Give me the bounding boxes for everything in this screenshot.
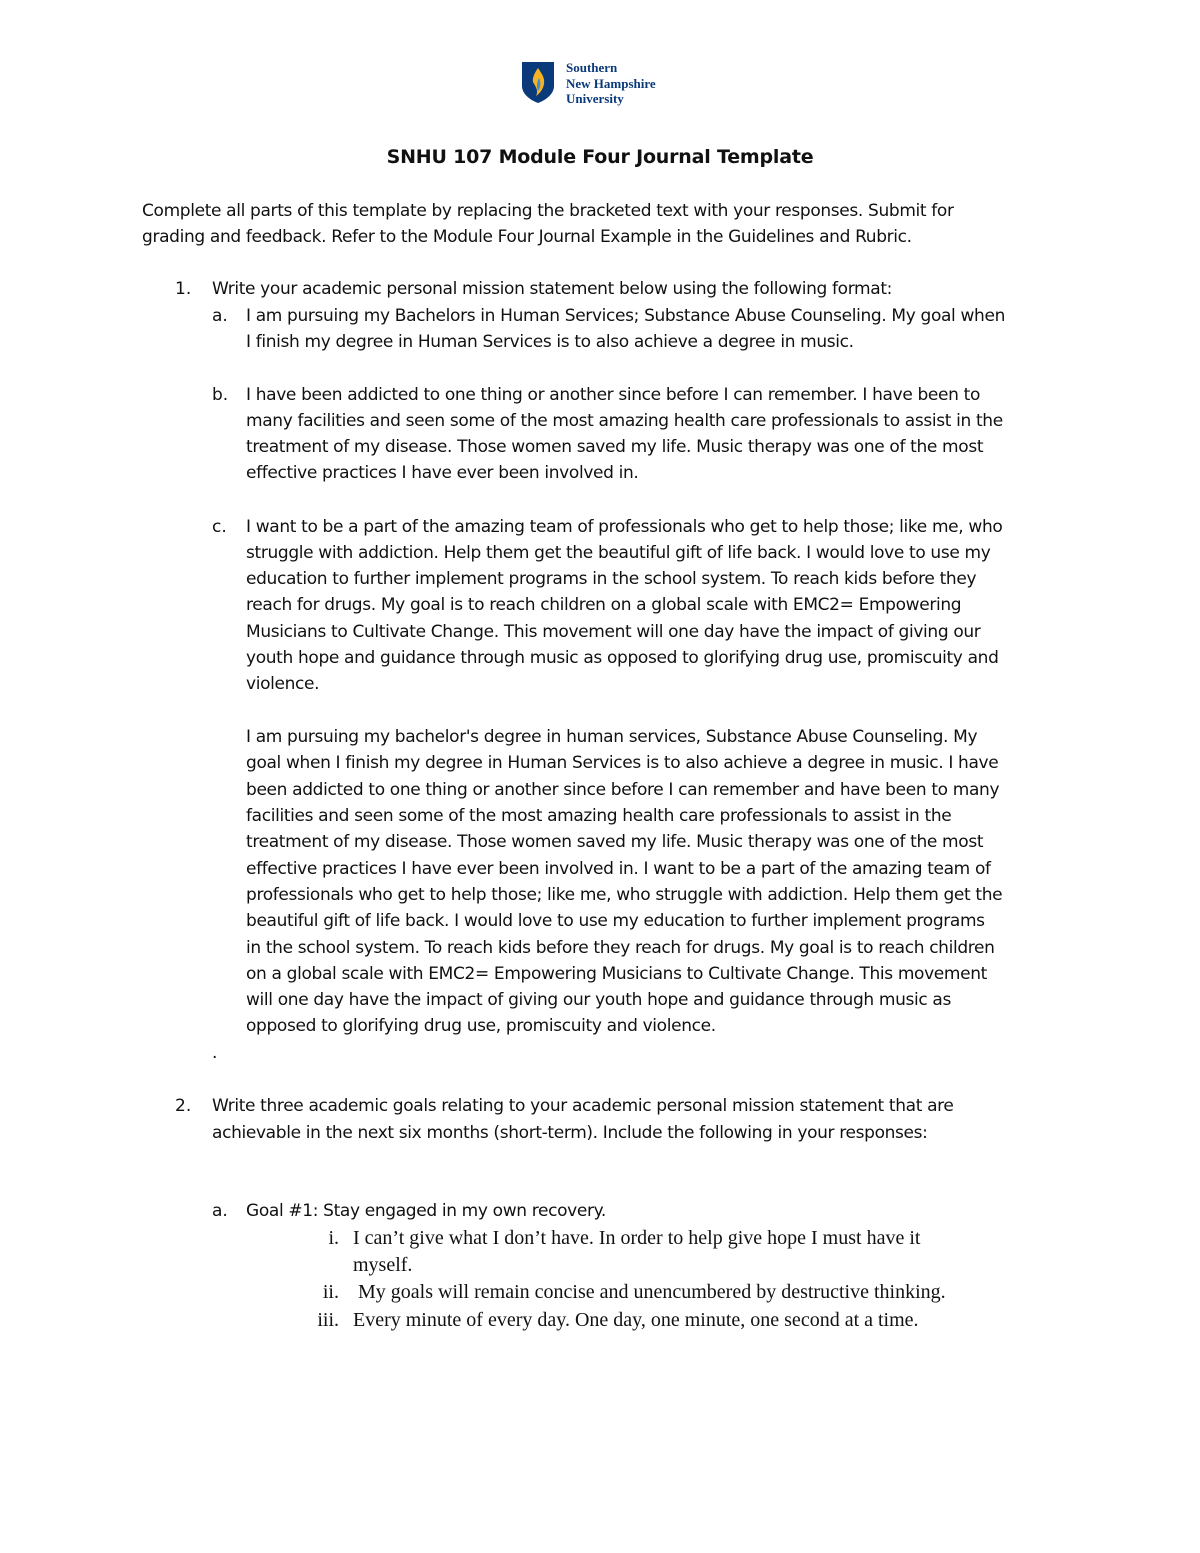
goal-item-line: My goals will remain concise and unencumbered by destructive thinking. (353, 1281, 946, 1303)
q2-number: 2. (175, 1096, 192, 1116)
logo-line-1: Southern (566, 60, 618, 75)
goal-item-marker: ii. (322, 1281, 339, 1303)
q2a-marker: a. (212, 1201, 228, 1221)
q1b-line: effective practices I have ever been involved in. (246, 463, 639, 483)
q1a-line: I am pursuing my Bachelors in Human Services; Substance Abuse Counseling. My goal when (246, 306, 1005, 326)
goal-item-marker: i. (328, 1227, 339, 1249)
q1-prompt: Write your academic personal mission statement below using the following format: (212, 279, 893, 299)
q1-number: 1. (175, 279, 192, 299)
combined-line: on a global scale with EMC2= Empowering Musicians to Cultivate Change. This movement (246, 964, 987, 984)
q1c-line: I want to be a part of the amazing team of professionals who get to help those; like me, who (246, 517, 1003, 537)
q2-prompt-line: achievable in the next six months (short-term). Include the following in your responses: (212, 1123, 928, 1143)
goal-item-line: myself. (353, 1254, 413, 1276)
q1c-line: youth hope and guidance through music as opposed to glorifying drug use, promiscuity and (246, 648, 999, 668)
q1c-line: violence. (246, 674, 320, 694)
q1b-line: many facilities and seen some of the most amazing health care professionals to assist in the (246, 411, 1003, 431)
snhu-logo (520, 60, 690, 108)
combined-line: goal when I finish my degree in Human Services is to also achieve a degree in music. I have (246, 753, 999, 773)
combined-line: in the school system. To reach kids before they reach for drugs. My goal is to reach children (246, 938, 995, 958)
combined-line: will one day have the impact of giving our youth hope and guidance through music as (246, 990, 952, 1010)
q2-prompt-line: Write three academic goals relating to your academic personal mission statement that are (212, 1096, 954, 1116)
q1b-marker: b. (212, 385, 229, 405)
goal-1-label: Goal #1: Stay engaged in my own recovery. (246, 1201, 606, 1221)
combined-line: been addicted to one thing or another since before I can remember and have been to many (246, 780, 1000, 800)
page-title: SNHU 107 Module Four Journal Template (386, 146, 814, 168)
combined-line: professionals who get to help those; like me, who struggle with addiction. Help them get the (246, 885, 1003, 905)
combined-line: effective practices I have ever been involved in. I want to be a part of the amazing team of (246, 859, 991, 879)
intro-line-2: grading and feedback. Refer to the Module Four Journal Example in the Guidelines and Rubric. (142, 227, 912, 247)
combined-line: I am pursuing my bachelor's degree in human services, Substance Abuse Counseling. My (246, 727, 978, 747)
combined-line: facilities and seen some of the most amazing health care professionals to assist in the (246, 806, 952, 826)
goal-item-line: Every minute of every day. One day, one minute, one second at a time. (353, 1309, 919, 1331)
q1a-line: I finish my degree in Human Services is to also achieve a degree in music. (246, 332, 854, 352)
flame-shield-icon (520, 60, 556, 104)
combined-line: beautiful gift of life back. I would love to use my education to further implement programs (246, 911, 985, 931)
q1c-line: struggle with addiction. Help them get the beautiful gift of life back. I would love to use my (246, 543, 991, 563)
logo-line-3: University (566, 91, 624, 106)
q1b-line: treatment of my disease. Those women saved my life. Music therapy was one of the most (246, 437, 984, 457)
q1c-line: reach for drugs. My goal is to reach children on a global scale with EMC2= Empowering (246, 595, 962, 615)
trailing-dot: . (212, 1043, 218, 1063)
q1a-marker: a. (212, 306, 228, 326)
goal-item-line: I can’t give what I don’t have. In order to help give hope I must have it (353, 1227, 921, 1249)
q1c-line: education to further implement programs in the school system. To reach kids before they (246, 569, 977, 589)
logo-wordmark (566, 60, 656, 107)
combined-line: opposed to glorifying drug use, promiscuity and violence. (246, 1016, 716, 1036)
q1b-line: I have been addicted to one thing or another since before I can remember. I have been to (246, 385, 980, 405)
goal-item-marker: iii. (317, 1309, 339, 1331)
intro-line-1: Complete all parts of this template by replacing the bracketed text with your responses. Submit for (142, 201, 954, 221)
q1c-line: Musicians to Cultivate Change. This movement will one day have the impact of giving our (246, 622, 981, 642)
logo-line-2: New Hampshire (566, 75, 656, 91)
q1c-marker: c. (212, 517, 227, 537)
combined-line: treatment of my disease. Those women saved my life. Music therapy was one of the most (246, 832, 984, 852)
